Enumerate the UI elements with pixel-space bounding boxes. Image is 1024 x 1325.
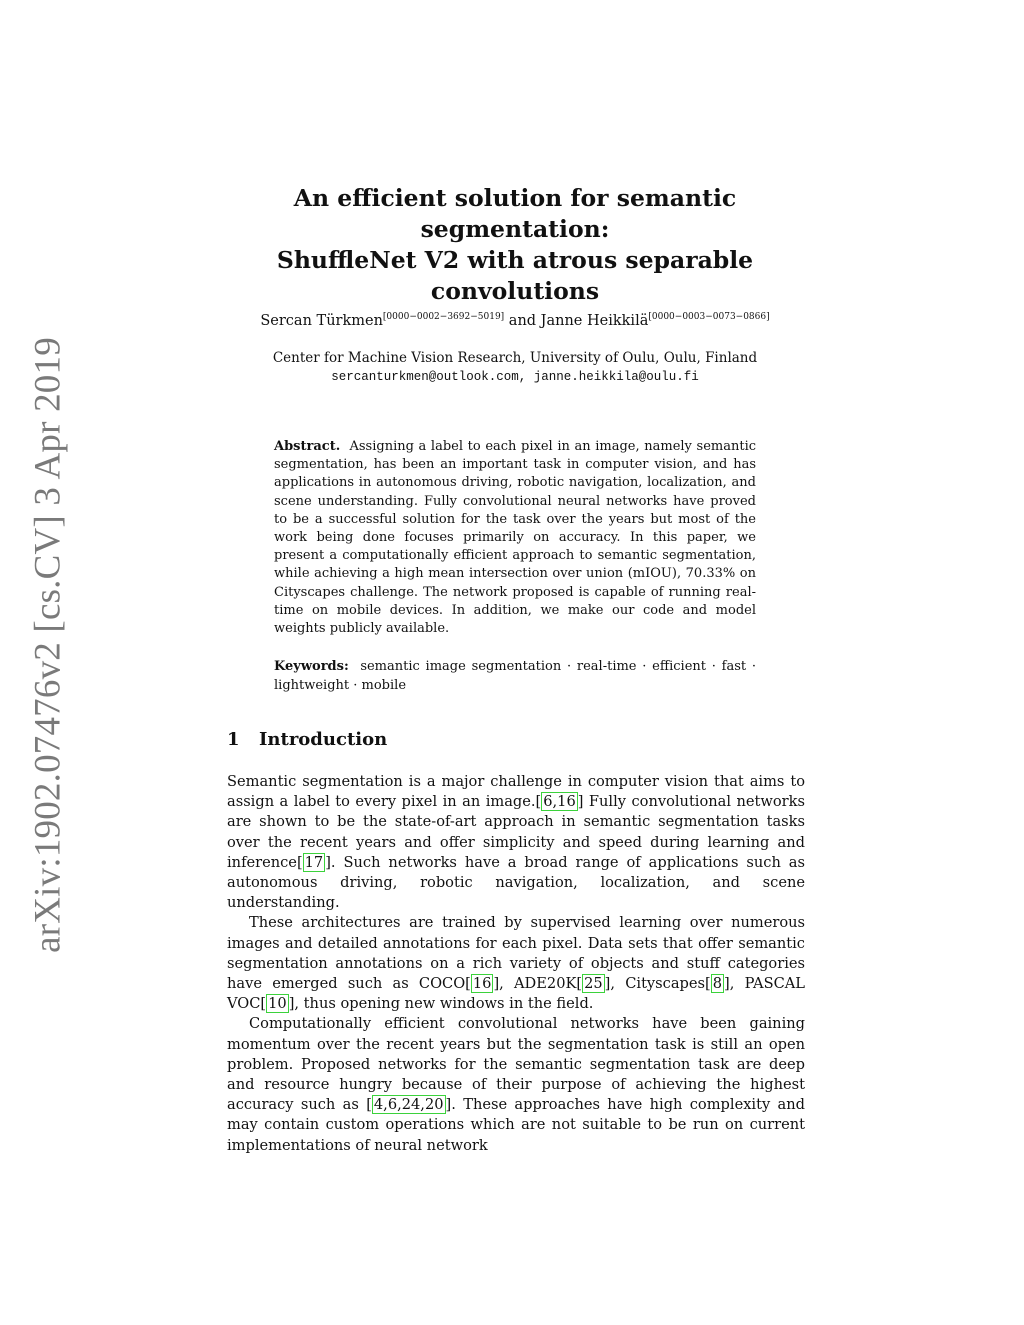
- paper-title: [200, 183, 830, 307]
- abstract: [274, 438, 756, 638]
- section-title: Introduction: [259, 729, 388, 750]
- text-run: . Such networks have a broad range of applications such as autonomous driving, robotic navigation, localization, and scene understanding.: [227, 853, 805, 912]
- abstract-text: Assigning a label to each pixel in an image, namely semantic segmentation, has been an important task in computer vision, and has applications in autonomous driving, robotic navigation, localization, and scene understanding. Fully convolutional neural networks have proved to be a successful solution for the task over the years but most of the work being done focuses primarily on accuracy. In this paper, we present a computationally efficient approach to semantic segmentation, while achieving a high mean intersection over union (mIOU), 70.33% on Cityscapes challenge. The network proposed is capable of running real-time on mobile devices. In addition, we make our code and model weights publicly available.: [274, 439, 757, 637]
- text-run: , ADE20K: [499, 975, 577, 993]
- title-line-2: ShuffleNet V2 with atrous separable: [276, 246, 754, 274]
- paragraph-1: Semantic segmentation is a major challenge in computer vision that aims to assign a label to every pixel in an image.[ 6,16 ] Fully convolutional networks are shown to be the state-of-art approach in semantic segmentation tasks over the recent years and offer simplicity and speed during learning and inference[ 17 ]. Such networks have a broad range of applications such as autonomous driving, robotic navigation, localization, and scene understanding.: [227, 773, 810, 912]
- citation-link[interactable]: 4,6,24,20: [373, 1096, 444, 1114]
- author-1-name: Sercan Türkmen: [260, 313, 383, 329]
- section-number: 1: [227, 729, 240, 750]
- introduction-body: [227, 772, 810, 1156]
- text-run: Fully convolutional networks are shown to be the state-of-art approach in semantic segmentation tasks over the recent years and offer simplicity and speed during learning and inference: [227, 793, 810, 871]
- keywords-text: semantic image segmentation · real-time · efficient · fast · lightweight · mobile: [274, 659, 757, 693]
- citation-link[interactable]: 8: [712, 975, 723, 993]
- arxiv-identifier: arXiv:1902.07476v2 [cs.CV] 3 Apr 2019: [27, 337, 69, 953]
- title-line-1: An efficient solution for semantic segmentation:: [293, 184, 737, 243]
- author-connector: and: [504, 313, 541, 329]
- author-1-orcid: [0000−0002−3692−5019]: [382, 312, 505, 322]
- section-heading: [227, 729, 387, 750]
- author-2-name: Janne Heikkilä: [540, 313, 649, 329]
- email-addresses: sercanturkmen@outlook.com, janne.heikkila@oulu.fi: [331, 370, 699, 384]
- title-line-3: convolutions: [430, 277, 600, 305]
- citation-link[interactable]: 17: [304, 853, 324, 871]
- author-line: [200, 312, 830, 329]
- affiliation-block: [200, 349, 830, 387]
- text-run: Computationally efficient convolutional networks have been gaining momentum over the recent years but the segmentation task is still an open problem. Proposed networks for the semantic segmentation task are deep and resource hungry because of their purpose of achieving the highest accuracy such as: [227, 1015, 805, 1114]
- paragraph-3: Computationally efficient convolutional networks have been gaining momentum over the recent years but the segmentation task is still an open problem. Proposed networks for the semantic segmentation task are deep and resource hungry because of their purpose of achieving the highest accuracy such as [ 4,6,24,20 ]. These approaches have high complexity and may contain custom operations which are not suitable to be run on current implementations of neural network: [227, 1015, 805, 1154]
- author-2-orcid: [0000−0003−0073−0866]: [648, 312, 770, 322]
- text-run: These architectures are trained by supervised learning over numerous images and detailed annotations for each pixel. Data sets that offer semantic segmentation annotations on a rich variety of objects and stuff categories have emerged such as COCO: [227, 914, 805, 993]
- citation-link[interactable]: 16: [472, 975, 492, 993]
- citation-link[interactable]: 10: [268, 995, 287, 1013]
- citation-link[interactable]: 6,16: [543, 793, 576, 811]
- abstract-label: Abstract.: [274, 439, 341, 454]
- text-run: Semantic segmentation is a major challenge in computer vision that aims to assign a label to every pixel in an image.: [227, 773, 805, 811]
- keywords-label: Keywords:: [274, 659, 349, 674]
- keywords: [274, 657, 756, 695]
- text-run: . These approaches have high complexity and may contain custom operations which are not suitable to be run on current implementations of neural network: [227, 1096, 805, 1154]
- citation-link[interactable]: 25: [584, 975, 603, 993]
- text-run: , Cityscapes: [610, 975, 706, 993]
- paragraph-2: These architectures are trained by supervised learning over numerous images and detailed annotations for each pixel. Data sets that offer semantic segmentation annotations on a rich variety of objects and stuff categories have emerged such as COCO[ 16 ], ADE20K[ 25 ], Cityscapes[ 8 ], PASCAL VOC[ 10 ], thus opening new windows in the field.: [227, 914, 805, 1013]
- text-run: , thus opening new windows in the field.: [294, 995, 594, 1013]
- affiliation: Center for Machine Vision Research, University of Oulu, Oulu, Finland: [272, 350, 758, 366]
- text-run: , PASCAL VOC: [227, 975, 805, 1013]
